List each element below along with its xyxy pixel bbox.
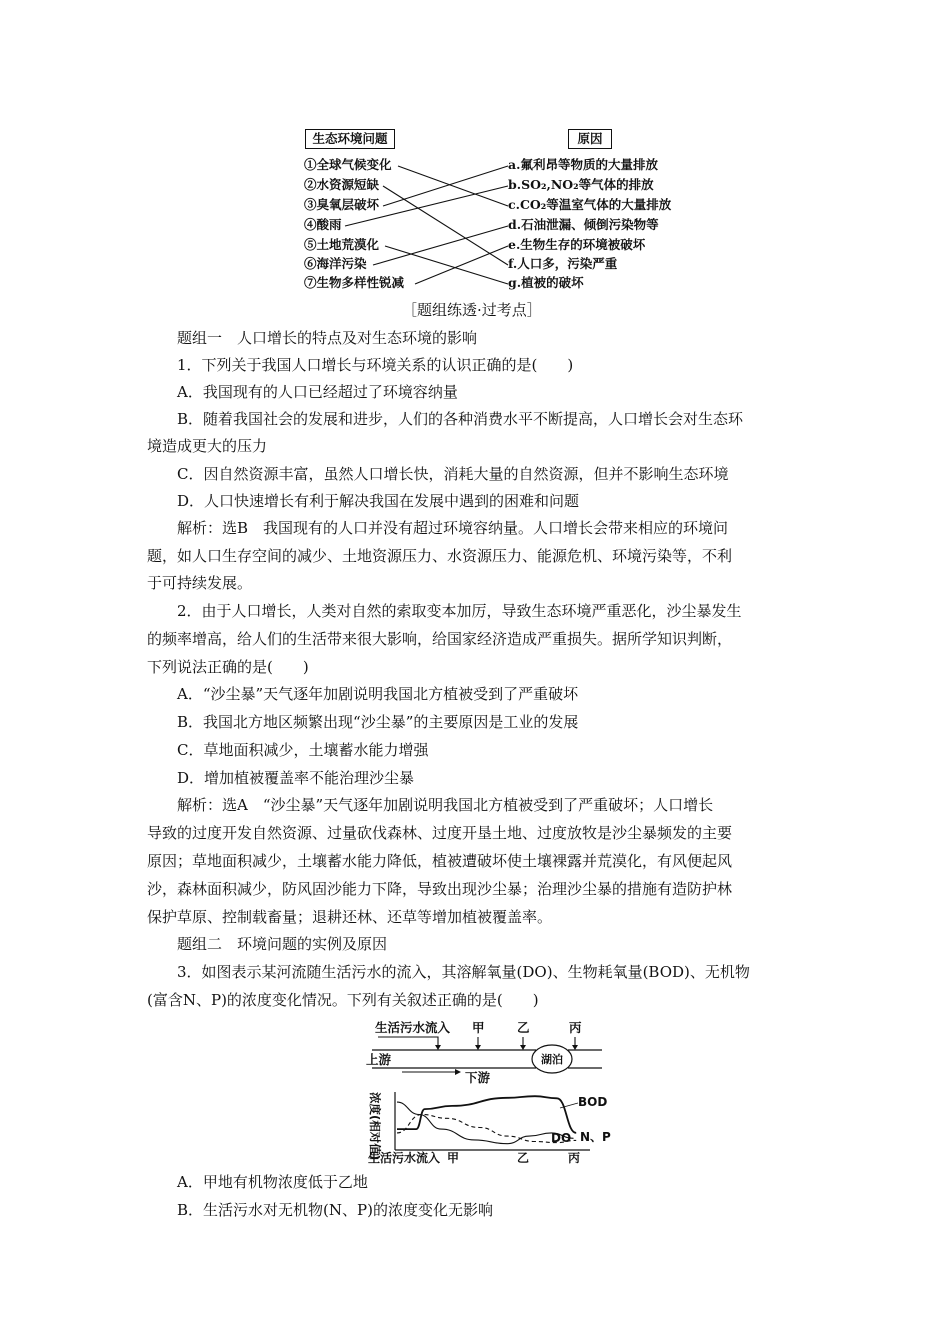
problems-title: 生态环境问题 (305, 129, 395, 149)
problem-item: ④酸雨 (304, 217, 342, 232)
chart-x-tick: 甲 (447, 1151, 460, 1165)
inflow-bracket (378, 1037, 438, 1048)
series-label-do: DO (551, 1131, 572, 1145)
river-jia-label: 甲 (472, 1020, 485, 1035)
group1-title: 题组一 人口增长的特点及对生态环境的影响 (177, 329, 478, 347)
cause-item: a.氟利昂等物质的大量排放 (508, 157, 658, 172)
problem-item: ①全球气候变化 (304, 157, 392, 172)
problem-item: ⑥海洋污染 (304, 256, 367, 271)
cause-item: g.植被的破坏 (508, 275, 584, 290)
q3-stem: (富含N、P)的浓度变化情况。下列有关叙述正确的是( ) (147, 991, 539, 1009)
q3-option-a: A．甲地有机物浓度低于乙地 (177, 1173, 368, 1191)
series-label-bod: BOD (578, 1095, 608, 1109)
group2-title: 题组二 环境问题的实例及原因 (177, 935, 388, 953)
problem-item: ⑤土地荒漠化 (304, 237, 380, 252)
series-line-bod (397, 1096, 576, 1133)
q1-option-a: A．我国现有的人口已经超过了环境容纳量 (177, 383, 458, 401)
river-yi-label: 乙 (517, 1020, 530, 1035)
upstream-label: 上游 (366, 1052, 392, 1067)
q1-stem: 1．下列关于我国人口增长与环境关系的认识正确的是( ) (177, 356, 574, 374)
cause-item: f.人口多，污染严重 (508, 256, 618, 271)
q2-stem: 的频率增高，给人们的生活带来很大影响，给国家经济造成严重损失。据所学知识判断， (147, 630, 733, 648)
q1-option-d: D．人口快速增长有利于解决我国在发展中遇到的困难和问题 (177, 492, 580, 510)
q2-option-a: A．“沙尘暴”天气逐年加剧说明我国北方植被受到了严重破坏 (177, 685, 579, 703)
yi-arrowhead (520, 1045, 526, 1050)
river-bing-label: 丙 (569, 1020, 582, 1035)
q1-analysis: 于可持续发展。 (147, 574, 253, 592)
river-inflow-label: 生活污水流入 (375, 1020, 451, 1035)
q2-analysis: 原因；草地面积减少，土壤蓄水能力降低，植被遭破坏使土壤裸露并荒漠化，有风便起风 (147, 852, 733, 870)
q1-analysis: 题，如人口生存空间的减少、土地资源压力、水资源压力、能源危机、环境污染等，不利 (147, 547, 733, 565)
q1-analysis: 解析：选B 我国现有的人口并没有超过环境容纳量。人口增长会带来相应的环境问 (177, 519, 729, 537)
q3-stem: 3．如图表示某河流随生活污水的流入，其溶解氧量(DO)、生物耗氧量(BOD)、无机物 (177, 963, 750, 981)
q3-option-b: B．生活污水对无机物(N、P)的浓度变化无影响 (177, 1201, 493, 1219)
q1-option-b: B．随着我国社会的发展和进步，人们的各种消费水平不断提高，人口增长会对生态环 (177, 410, 744, 428)
series-line-do (397, 1102, 574, 1144)
jia-arrowhead (475, 1045, 481, 1050)
q2-analysis: 沙，森林面积减少，防风固沙能力下降，导致出现沙尘暴；治理沙尘暴的措施有造防护林 (147, 880, 733, 898)
q1-option-b-cont: 境造成更大的压力 (147, 437, 268, 455)
q2-option-b: B．我国北方地区频繁出现“沙尘暴”的主要原因是工业的发展 (177, 713, 579, 731)
chart-x-tick: 丙 (568, 1151, 581, 1165)
problem-item: ⑦生物多样性锐减 (304, 275, 405, 290)
chart-ylabel: 浓度(相对值) (368, 1092, 382, 1161)
problem-item: ②水资源短缺 (304, 177, 380, 192)
bing-arrowhead (572, 1045, 578, 1050)
section-header: ［题组练透·过考点］ (402, 301, 542, 319)
cause-item: d.石油泄漏、倾倒污染物等 (508, 217, 659, 232)
chart-x-tick: 生活污水流入 (368, 1151, 441, 1165)
cause-item: b.SO₂,NO₂等气体的排放 (508, 177, 654, 192)
series-line-np (397, 1115, 576, 1143)
q2-analysis: 导致的过度开发自然资源、过量砍伐森林、过度开垦土地、过度放牧是沙尘暴频发的主要 (147, 824, 733, 842)
q2-option-c: C．草地面积减少，土壤蓄水能力增强 (177, 741, 429, 759)
q2-stem: 2．由于人口增长，人类对自然的索取变本加厉，导致生态环境严重恶化，沙尘暴发生 (177, 602, 742, 620)
q2-option-d: D．增加植被覆盖率不能治理沙尘暴 (177, 769, 415, 787)
q1-option-c: C．因自然资源丰富，虽然人口增长快，消耗大量的自然资源，但并不影响生态环境 (177, 465, 729, 483)
q2-stem: 下列说法正确的是( ) (147, 658, 309, 676)
q2-analysis: 保护草原、控制载畜量；退耕还林、还草等增加植被覆盖率。 (147, 908, 553, 926)
cause-item: e.生物生存的环境被破坏 (508, 237, 646, 252)
q2-analysis: 解析：选A “沙尘暴”天气逐年加剧说明我国北方植被受到了严重破坏；人口增长 (177, 796, 714, 814)
flow-arrowhead (455, 1069, 461, 1075)
causes-title: 原因 (568, 129, 612, 149)
cause-item: c.CO₂等温室气体的大量排放 (508, 197, 672, 212)
problem-item: ③臭氧层破坏 (304, 197, 380, 212)
lake-label: 湖泊 (541, 1053, 563, 1066)
series-label-np: N、P (580, 1130, 611, 1144)
inflow-arrowhead (435, 1045, 441, 1050)
chart-x-tick: 乙 (517, 1151, 530, 1165)
downstream-label: 下游 (465, 1070, 491, 1085)
